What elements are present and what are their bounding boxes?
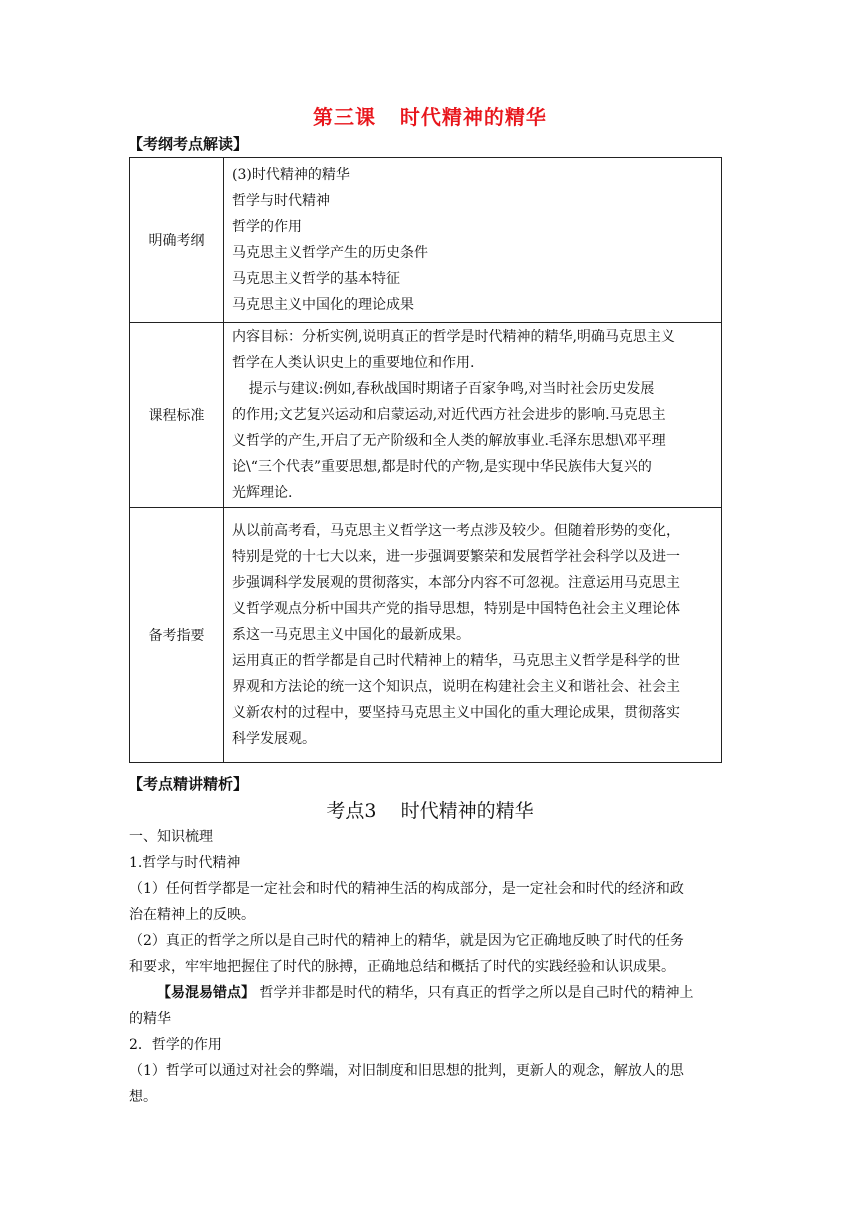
content-line: 马克思主义中国化的理论成果	[232, 297, 414, 313]
content-line: 运用真正的哲学都是自己时代精神上的精华，马克思主义哲学是科学的世	[232, 653, 680, 669]
content-line: 科学发展观。	[232, 731, 316, 747]
content-line: 马克思主义哲学产生的历史条件	[232, 245, 428, 261]
row-label: 备考指要	[130, 508, 224, 763]
content-line: 步强调科学发展观的贯彻落实，本部分内容不可忽视。注意运用马克思主	[232, 575, 680, 591]
outline-table	[129, 157, 722, 763]
note-line: 的精华	[129, 1011, 171, 1027]
paragraph-line: （2）真正的哲学之所以是自己时代的精神上的精华，就是因为它正确地反映了时代的任务	[129, 933, 684, 949]
keypoint-title: 考点3 时代精神的精华	[326, 800, 534, 822]
lesson-title: 第三课 时代精神的精华	[313, 105, 547, 129]
content-line: 的作用;文艺复兴运动和启蒙运动,对近代西方社会进步的影响.马克思主	[232, 407, 666, 423]
paragraph-line: （1）任何哲学都是一定社会和时代的精神生活的构成部分，是一定社会和时代的经济和政	[129, 881, 684, 897]
paragraph-line: 想。	[129, 1089, 157, 1105]
body-text	[129, 824, 729, 1110]
paragraph-line: 和要求，牢牢地把握住了时代的脉搏，正确地总结和概括了时代的实践经验和认识成果。	[129, 959, 675, 975]
content-line: 义新农村的过程中，要坚持马克思主义中国化的重大理论成果，贯彻落实	[232, 705, 680, 721]
content-line: 义哲学观点分析中国共产党的指导思想，特别是中国特色社会主义理论体	[232, 601, 680, 617]
note-line	[129, 980, 729, 1006]
table-row	[130, 508, 722, 763]
heading-knowledge: 一、知识梳理	[129, 829, 213, 845]
content-line: 哲学与时代精神	[232, 193, 330, 209]
note-text: 哲学并非都是时代的精华，只有真正的哲学之所以是自己时代的精神上	[259, 985, 694, 1001]
paragraph-line: 治在精神上的反映。	[129, 907, 255, 923]
row-label: 明确考纲	[130, 158, 224, 323]
content-line: 义哲学的产生,开启了无产阶级和全人类的解放事业.毛泽东思想\邓平理	[232, 433, 666, 449]
content-line: 内容目标：分析实例,说明真正的哲学是时代精神的精华,明确马克思主义	[232, 329, 675, 345]
row-content	[224, 323, 722, 508]
row-content	[224, 158, 722, 323]
note-label: 【易混易错点】	[157, 985, 255, 1001]
content-line: 哲学的作用	[232, 219, 302, 235]
content-line: 界观和方法论的统一这个知识点，说明在构建社会主义和谐社会、社会主	[232, 679, 680, 695]
content-line: 从以前高考看，马克思主义哲学这一考点涉及较少。但随着形势的变化，	[232, 523, 680, 539]
content-line: 系这一马克思主义中国化的最新成果。	[232, 627, 470, 643]
content-line: 马克思主义哲学的基本特征	[232, 271, 400, 287]
content-line: 论\“三个代表”重要思想,都是时代的产物,是实现中华民族伟大复兴的	[232, 459, 652, 475]
row-label: 课程标准	[130, 323, 224, 508]
heading-philosophy-era: 1.哲学与时代精神	[129, 855, 241, 871]
section-heading-analysis: 【考点精讲精析】	[128, 775, 249, 793]
content-line: 特别是党的十七大以来，进一步强调要繁荣和发展哲学社会科学以及进一	[232, 549, 680, 565]
content-line: 哲学在人类认识史上的重要地位和作用.	[232, 355, 475, 371]
content-line: (3)时代精神的精华	[232, 167, 350, 183]
paragraph-line: （1）哲学可以通过对社会的弊端，对旧制度和旧思想的批判，更新人的观念，解放人的思	[129, 1063, 684, 1079]
content-line: 光辉理论.	[232, 485, 293, 501]
content-line: 提示与建议:例如,春秋战国时期诸子百家争鸣,对当时社会历史发展	[248, 381, 655, 397]
table-row	[130, 323, 722, 508]
table-row	[130, 158, 722, 323]
heading-philosophy-role: 2．哲学的作用	[129, 1037, 222, 1053]
section-heading-outline: 【考纲考点解读】	[128, 135, 249, 153]
row-content	[224, 508, 722, 763]
